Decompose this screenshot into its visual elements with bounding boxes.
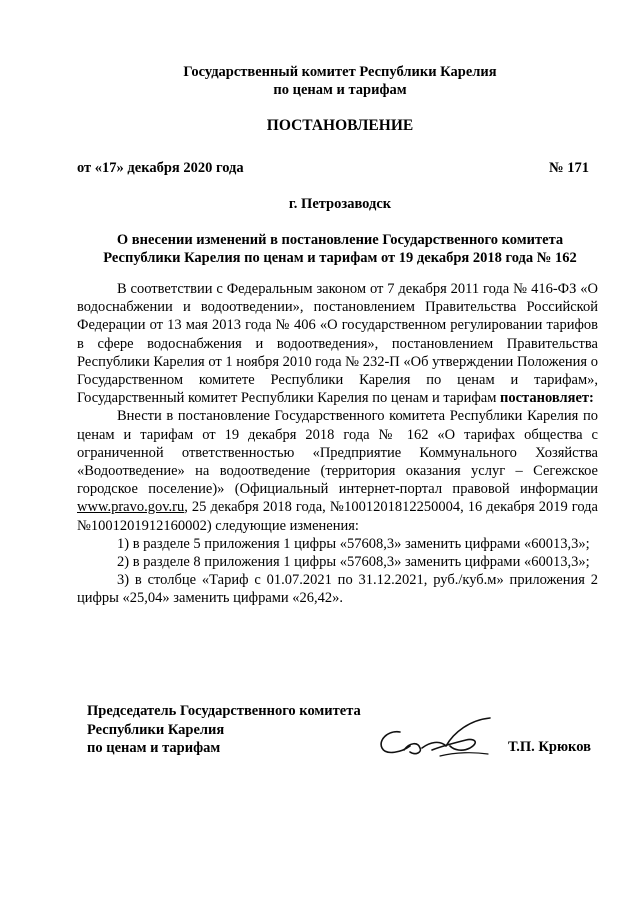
signatory-title-line1: Председатель Государственного комитета: [87, 703, 361, 719]
amend-item-3: 3) в столбце «Тариф с 01.07.2021 по 31.12.2021, руб./куб.м» приложения 2 цифры «25,04» заменить цифрами «26,42».: [77, 572, 598, 607]
document-type: ПОСТАНОВЛЕНИЕ: [266, 117, 414, 134]
handwritten-signature: [370, 712, 500, 766]
resolves-word: постановляет: [500, 390, 590, 407]
amend-intro-b: , 25 декабря 2018 года, №1001201812250004, 16 декабря 2019 года №1001201912160002) следующие изменения:: [77, 499, 598, 534]
document-city: г. Петрозаводск: [288, 196, 392, 212]
document-body: [77, 280, 598, 608]
preamble-paragraph: [77, 280, 598, 407]
document-title-line1: О внесении изменений в постановление Государственного комитета: [116, 232, 564, 248]
signatory-title: [87, 702, 361, 758]
preamble-text: В соответствии с Федеральным законом от 7 декабря 2011 года № 416-ФЗ «О водоснабжении и водоотведении», постановлением Правительства Российской Федерации от 13 мая 2013 года № 406 «О государственном регулировании тарифов в сфере водоснабжения и водоотведения», постановлением Правительства Республики Карелия от 1 ноября 2010 года № 232-П «Об утверждении Положения о Государственном комитете Республики Карелия по ценам и тарифам», Государственный комитет Республики Карелия по ценам и тарифам: [77, 281, 598, 407]
signatory-name: Т.П. Крюков: [508, 739, 591, 755]
org-name-line2: по ценам и тарифам: [273, 82, 407, 98]
pravo-link[interactable]: www.pravo.gov.ru: [77, 499, 185, 516]
org-name-line1: Государственный комитет Республики Карелия: [183, 64, 497, 80]
signatory-title-line3: по ценам и тарифам: [87, 740, 221, 756]
amend-item-2: 2) в разделе 8 приложения 1 цифры «57608,3» заменить цифрами «60013,3»;: [117, 554, 590, 571]
resolves-colon: :: [589, 390, 594, 407]
document-title-line2: Республики Карелия по ценам и тарифам от 19 декабря 2018 года № 162: [103, 250, 577, 266]
document-number: № 171: [549, 160, 589, 176]
document-date: от «17» декабря 2020 года: [77, 160, 244, 176]
amend-intro-a: Внести в постановление Государственного комитета Республики Карелия по ценам и тарифам от 19 декабря 2018 года № 162 «О тарифах общества с ограниченной ответственностью «Предприятие Коммунального Хозяйства «Водоотведение» на водоотведение (территория оказания услуг – Сегежское городское поселение)» (Официальный интернет-портал правовой информации: [77, 408, 598, 498]
signatory-title-line2: Республики Карелия: [87, 721, 225, 738]
amend-paragraph: [77, 407, 598, 534]
amend-item-1: 1) в разделе 5 приложения 1 цифры «57608,3» заменить цифрами «60013,3»;: [117, 535, 590, 552]
